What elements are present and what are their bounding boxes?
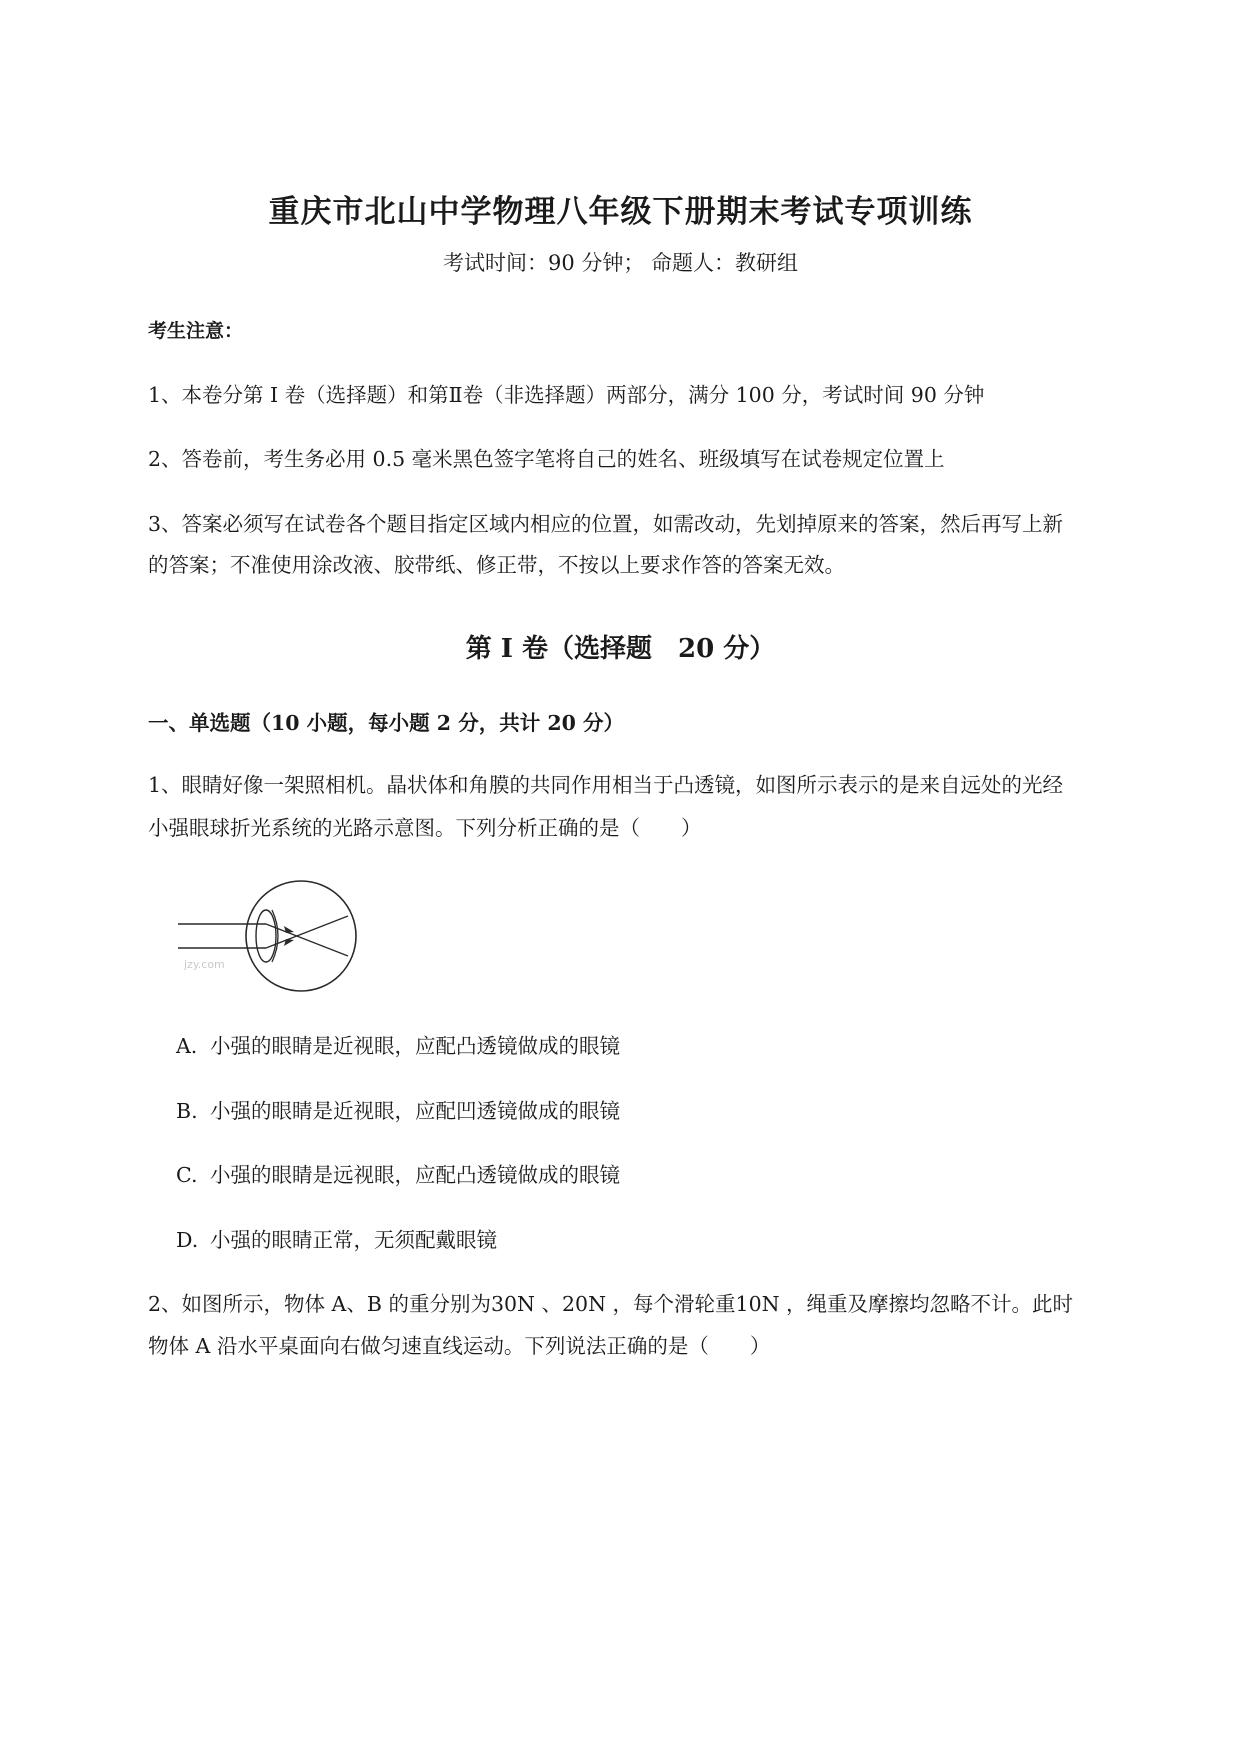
option-b[interactable] (176, 1094, 620, 1124)
option-a-text: 小强的眼睛是近视眼，应配凸透镜做成的眼镜 (210, 1034, 620, 1058)
option-d-text: 小强的眼睛正常，无须配戴眼镜 (210, 1228, 497, 1252)
eye-diagram (176, 876, 364, 996)
exam-info: 考试时间：90 分钟； 命题人：教研组 (442, 251, 799, 275)
notice-item-3: 3、答案必须写在试卷各个题目指定区域内相应的位置，如需改动，先划掉原来的答案，然后再写上新 (148, 512, 1064, 536)
option-c[interactable] (176, 1158, 620, 1188)
option-a[interactable] (176, 1029, 620, 1059)
document-title: 重庆市北山中学物理八年级下册期末考试专项训练 (268, 194, 973, 230)
question-group-heading: 一、单选题（10 小题，每小题 2 分，共计 20 分） (148, 711, 625, 735)
question-2-stem-line-2: 物体 A 沿水平桌面向右做匀速直线运动。下列说法正确的是（ ） (148, 1334, 771, 1358)
notice-item-3-continued: 的答案；不准使用涂改液、胶带纸、修正带，不按以上要求作答的答案无效。 (148, 553, 845, 577)
option-d-letter: D. (176, 1228, 199, 1252)
question-1-stem-line-1: 1、眼睛好像一架照相机。晶状体和角膜的共同作用相当于凸透镜，如图所示表示的是来自远处的光经 (148, 773, 1064, 797)
notice-heading: 考生注意： (148, 320, 244, 342)
option-c-letter: C. (176, 1163, 198, 1187)
lens-outline (256, 910, 276, 962)
section-title: 第 I 卷（选择题 20 分） (465, 634, 776, 664)
question-2-stem-line-1: 2、如图所示，物体 A、B 的重分别为30N 、20N ，每个滑轮重10N ，绳重及摩擦均忽略不计。此时 (148, 1292, 1074, 1316)
option-d[interactable] (176, 1223, 497, 1253)
notice-item-2: 2、答卷前，考生务必用 0.5 毫米黑色签字笔将自己的姓名、班级填写在试卷规定位置上 (148, 447, 945, 471)
figure-watermark: jzy.com (184, 958, 225, 971)
eyeball-outline (246, 881, 356, 991)
question-1-stem-line-2: 小强眼球折光系统的光路示意图。下列分析正确的是（ ） (148, 816, 702, 840)
option-b-letter: B. (176, 1099, 198, 1123)
option-a-letter: A. (176, 1034, 198, 1058)
notice-item-1: 1、本卷分第 I 卷（选择题）和第Ⅱ卷（非选择题）两部分，满分 100 分，考试时间 90 分钟 (148, 383, 985, 407)
option-b-text: 小强的眼睛是近视眼，应配凹透镜做成的眼镜 (210, 1099, 620, 1123)
option-c-text: 小强的眼睛是远视眼，应配凸透镜做成的眼镜 (210, 1163, 620, 1187)
